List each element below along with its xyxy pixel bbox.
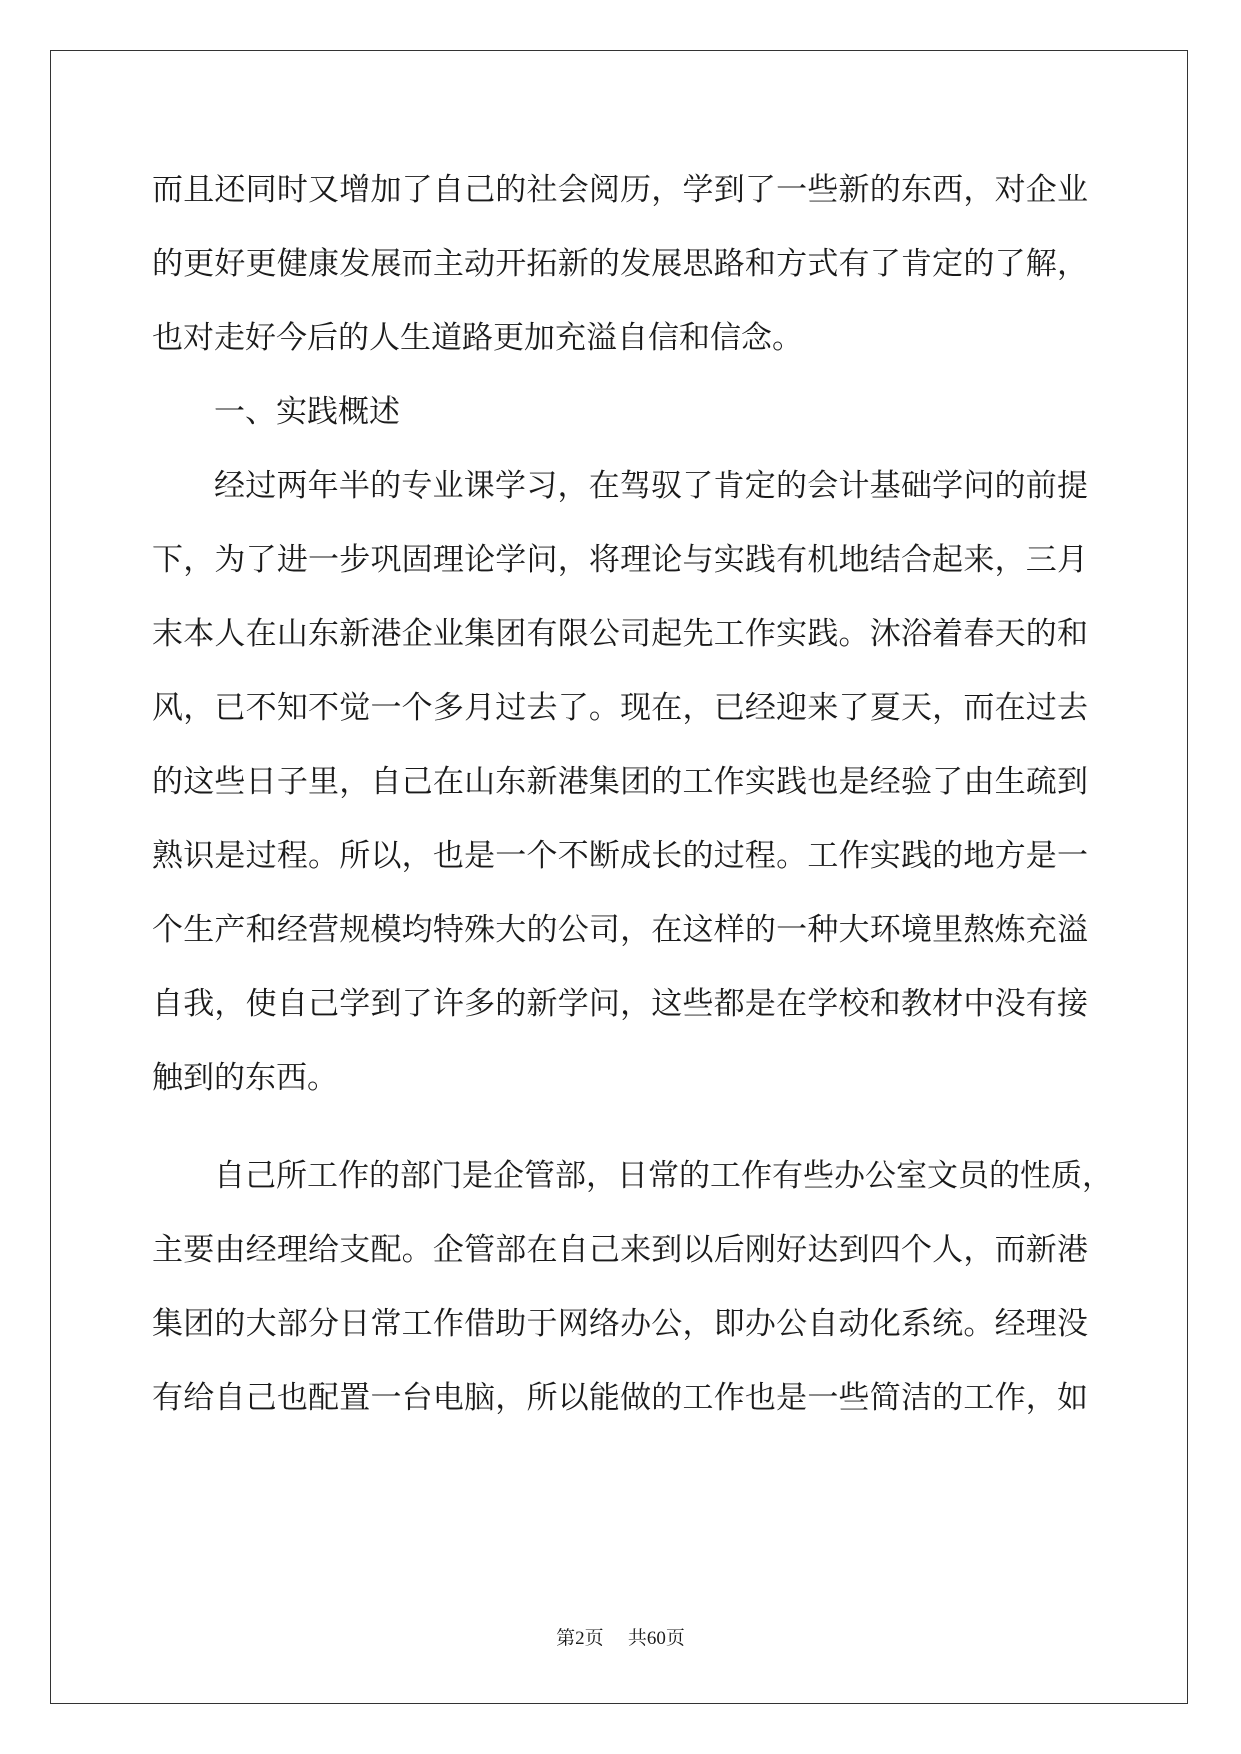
text-line: 的这些日子里，自己在山东新港集团的工作实践也是经验了由生疏到 (152, 764, 1088, 800)
text-line: 的更好更健康发展而主动开拓新的发展思路和方式有了肯定的了解， (152, 246, 1088, 282)
text-line: 熟识是过程。所以，也是一个不断成长的过程。工作实践的地方是一 (152, 838, 1088, 874)
total-pages: 60 (646, 1628, 666, 1649)
text-line: 自己所工作的部门是企管部，日常的工作有些办公室文员的性质， (214, 1158, 1113, 1194)
page-number: 2 (575, 1628, 585, 1649)
text-line: 下，为了进一步巩固理论学问，将理论与实践有机地结合起来，三月 (152, 542, 1088, 578)
total-suffix: 页 (665, 1627, 685, 1649)
page-suffix: 页 (584, 1627, 604, 1649)
text-line: 触到的东西。 (152, 1060, 338, 1096)
text-line: 经过两年半的专业课学习，在驾驭了肯定的会计基础学问的前提 (214, 468, 1088, 504)
page-footer (0, 1626, 1241, 1651)
section-heading: 一、实践概述 (214, 394, 400, 430)
text-line: 个生产和经营规模均特殊大的公司，在这样的一种大环境里熬炼充溢 (152, 912, 1088, 948)
text-line: 而且还同时又增加了自己的社会阅历，学到了一些新的东西，对企业 (152, 172, 1088, 208)
text-line: 主要由经理给支配。企管部在自己来到以后刚好达到四个人，而新港 (152, 1232, 1088, 1268)
text-line: 也对走好今后的人生道路更加充溢自信和信念。 (152, 320, 803, 356)
total-prefix: 共 (627, 1627, 647, 1649)
text-line: 末本人在山东新港企业集团有限公司起先工作实践。沐浴着春天的和 (152, 616, 1088, 652)
text-line: 集团的大部分日常工作借助于网络办公，即办公自动化系统。经理没 (152, 1306, 1088, 1342)
page-prefix: 第 (556, 1627, 576, 1649)
text-line: 风，已不知不觉一个多月过去了。现在，已经迎来了夏天，而在过去 (152, 690, 1088, 726)
text-line: 自我，使自己学到了许多的新学问，这些都是在学校和教材中没有接 (152, 986, 1088, 1022)
text-line: 有给自己也配置一台电脑，所以能做的工作也是一些简洁的工作，如 (152, 1380, 1088, 1416)
